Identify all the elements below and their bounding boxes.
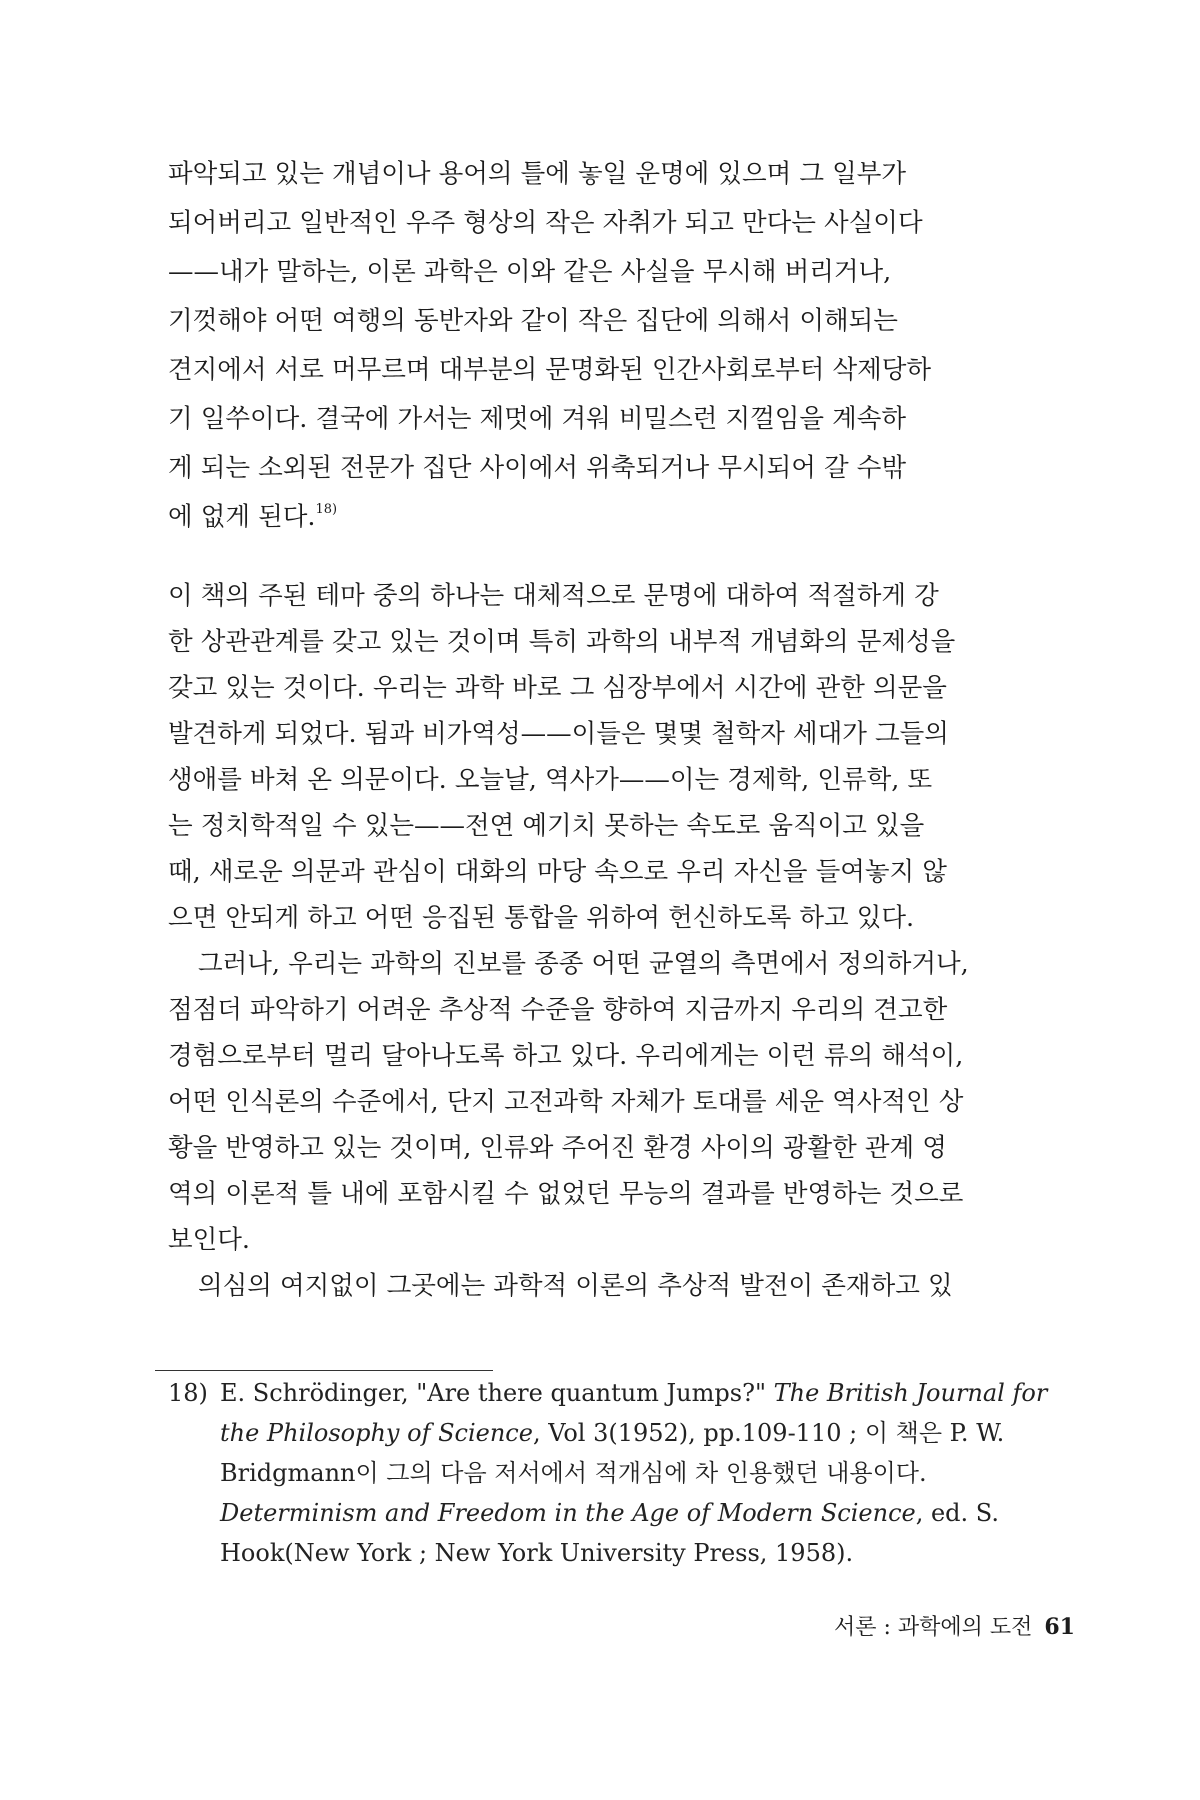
paragraph-line: 발견하게 되었다. 됨과 비가역성——이들은 몇몇 철학자 세대가 그들의 <box>168 719 949 749</box>
paragraph-line: 한 상관관계를 갖고 있는 것이며 특히 과학의 내부적 개념화의 문제성을 <box>168 627 956 657</box>
footnote-divider <box>155 1370 493 1371</box>
quoted-passage <box>168 150 1080 542</box>
footnote-line <box>168 1413 1088 1453</box>
footnote-line: Bridgmann이 그의 다음 저서에서 적개심에 차 인용했던 내용이다. <box>220 1459 927 1487</box>
footnote-journal-title: The British Journal for <box>773 1379 1048 1407</box>
paragraph-line: 이 책의 주된 테마 중의 하나는 대체적으로 문명에 대하여 적절하게 강 <box>168 581 939 611</box>
paragraph-line: 경험으로부터 멀리 달아나도록 하고 있다. 우리에게는 이런 류의 해석이, <box>168 1041 964 1071</box>
footnote-line: Hook(New York ; New York University Press, 1958). <box>220 1539 854 1567</box>
quote-line: 게 되는 소외된 전문가 집단 사이에서 위축되거나 무시되어 갈 수밖 <box>168 453 907 483</box>
paragraph-line: 때, 새로운 의문과 관심이 대화의 마당 속으로 우리 자신을 들여놓지 않 <box>168 857 947 887</box>
quote-line: 기 일쑤이다. 결국에 가서는 제멋에 겨워 비밀스런 지껄임을 계속하 <box>168 404 907 434</box>
paragraph-line: 갖고 있는 것이다. 우리는 과학 바로 그 심장부에서 시간에 관한 의문을 <box>168 673 947 703</box>
body-text <box>168 573 1080 1309</box>
footnote-journal-title-cont: the Philosophy of Science <box>220 1419 533 1447</box>
page-footer <box>834 1610 1075 1641</box>
paragraph-line: 으면 안되게 하고 어떤 응집된 통합을 위하여 헌신하도록 하고 있다. <box>168 903 915 933</box>
footnote <box>168 1373 1088 1573</box>
footnote-volume-pages: , Vol 3(1952), pp.109-110 ; 이 책은 P. W. <box>532 1419 1005 1447</box>
paragraph-line: 의심의 여지없이 그곳에는 과학적 이론의 추상적 발전이 존재하고 있 <box>198 1271 953 1301</box>
quote-line-last <box>168 493 1080 542</box>
quote-line: 파악되고 있는 개념이나 용어의 틀에 놓일 운명에 있으며 그 일부가 <box>168 159 907 189</box>
quote-line: 되어버리고 일반적인 우주 형상의 작은 자취가 되고 만다는 사실이다 <box>168 208 923 238</box>
footnote-book-title: Determinism and Freedom in the Age of Modern Science <box>220 1499 916 1527</box>
footnote-reference[interactable]: 18) <box>315 502 338 517</box>
paragraph-line: 는 정치학적일 수 있는——전연 예기치 못하는 속도로 움직이고 있을 <box>168 811 925 841</box>
footnote-line <box>168 1493 1088 1533</box>
paragraph-line: 그러나, 우리는 과학의 진보를 종종 어떤 균열의 측면에서 정의하거나, <box>198 949 969 979</box>
paragraph-line: 생애를 바쳐 온 의문이다. 오늘날, 역사가——이는 경제학, 인류학, 또 <box>168 765 933 795</box>
footnote-number: 18) <box>168 1379 208 1407</box>
quote-line-text: 에 없게 된다. <box>168 502 316 532</box>
footnote-editor: , ed. S. <box>915 1499 1000 1527</box>
paragraph-line: 점점더 파악하기 어려운 추상적 수준을 향하여 지금까지 우리의 견고한 <box>168 995 948 1025</box>
paragraph-line: 황을 반영하고 있는 것이며, 인류와 주어진 환경 사이의 광활한 관계 영 <box>168 1133 947 1163</box>
paragraph-line: 보인다. <box>168 1225 251 1255</box>
quote-line: 기껏해야 어떤 여행의 동반자와 같이 작은 집단에 의해서 이해되는 <box>168 306 898 336</box>
running-title: 서론 : 과학에의 도전 <box>833 1615 1033 1640</box>
footnote-line <box>168 1373 1088 1413</box>
page-number: 61 <box>1044 1614 1075 1640</box>
paragraph-line: 역의 이론적 틀 내에 포함시킬 수 없었던 무능의 결과를 반영하는 것으로 <box>168 1179 964 1209</box>
quote-line: 견지에서 서로 머무르며 대부분의 문명화된 인간사회로부터 삭제당하 <box>168 355 931 385</box>
footnote-citation-author: E. Schrödinger, "Are there quantum Jumps?" <box>220 1379 774 1407</box>
quote-line: ——내가 말하는, 이론 과학은 이와 같은 사실을 무시해 버리거나, <box>168 257 892 287</box>
paragraph-line: 어떤 인식론의 수준에서, 단지 고전과학 자체가 토대를 세운 역사적인 상 <box>168 1087 964 1117</box>
